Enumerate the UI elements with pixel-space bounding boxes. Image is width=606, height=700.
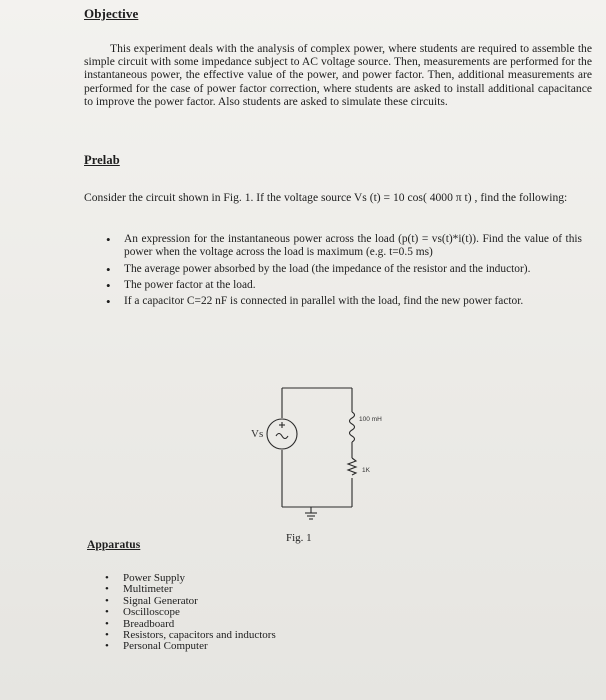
list-item: • Signal Generator xyxy=(105,596,405,607)
sine-wave-icon xyxy=(276,434,288,439)
prelab-intro: Consider the circuit shown in Fig. 1. If the voltage source Vs (t) = 10 cos( 4000 π t) , find the following: xyxy=(84,191,568,204)
figure-caption: Fig. 1 xyxy=(286,532,312,544)
list-item: • Personal Computer xyxy=(105,641,405,652)
list-item: • Breadboard xyxy=(105,619,405,630)
objective-paragraph: This experiment deals with the analysis of complex power, where students are required to assemble the simple circuit with some impedance subject to AC voltage source. Then, measurements are performed for the instantaneous power, the effective value of the power, and power factor. Then, additional measurements are performed for the case of power factor correction, where students are asked to install additional capacitance to improve the power factor. Also students are asked to simulate these circuits. xyxy=(84,42,592,108)
apparatus-heading: Apparatus xyxy=(87,539,141,551)
objective-heading: Objective xyxy=(84,6,139,21)
apparatus-list xyxy=(105,573,405,653)
list-item: • If a capacitor C=22 nF is connected in parallel with the load, find the new power factor. xyxy=(106,295,582,308)
list-item: • An expression for the instantaneous power across the load (p(t) = vs(t)*i(t)). Find the value of this power when the voltage across the load is maximum (e.g. t=0.5 ms) xyxy=(106,233,582,260)
inductor-symbol xyxy=(350,412,355,442)
resistor-label: 1K xyxy=(362,467,370,474)
list-item: • Oscilloscope xyxy=(105,607,405,618)
list-item: • Resistors, capacitors and inductors xyxy=(105,630,405,641)
source-label: Vs xyxy=(251,428,264,440)
list-item: • The average power absorbed by the load (the impedance of the resistor and the inductor). xyxy=(106,263,582,276)
list-item: • The power factor at the load. xyxy=(106,279,582,292)
list-item: • Multimeter xyxy=(105,584,405,595)
prelab-heading: Prelab xyxy=(84,153,120,167)
resistor-symbol xyxy=(348,458,356,475)
inductor-label: 100 mH xyxy=(359,416,382,423)
list-item: • Power Supply xyxy=(105,573,405,584)
